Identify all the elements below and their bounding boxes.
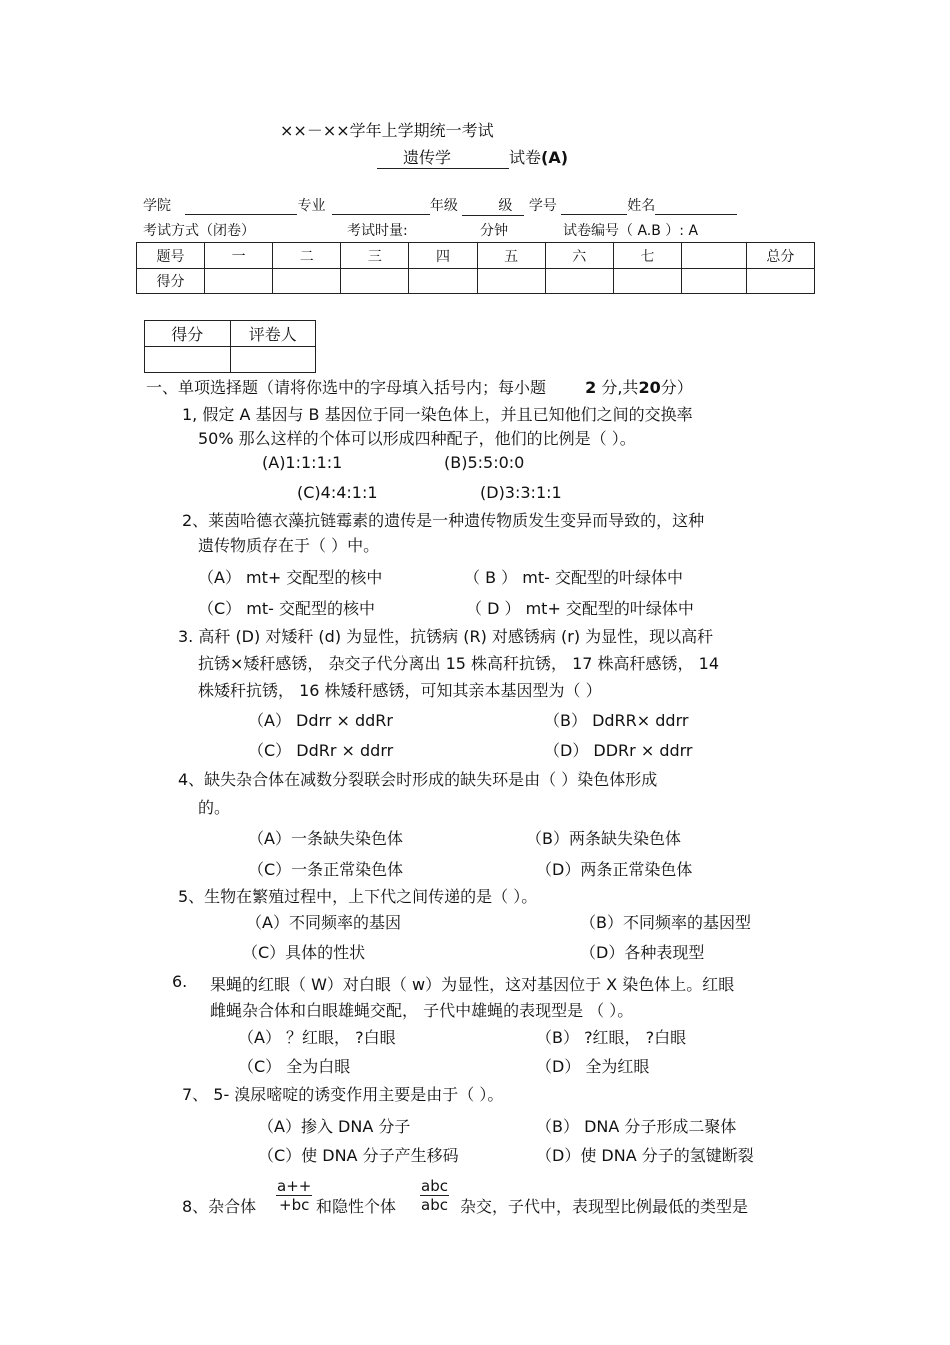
q1-option-d: (D)3:3:1:1 bbox=[480, 483, 562, 502]
score-cell[interactable] bbox=[477, 269, 545, 294]
header-cell: 题号 bbox=[137, 243, 205, 269]
header-cell: 五 bbox=[477, 243, 545, 269]
q3-line2: 抗锈×矮秆感锈， 杂交子代分离出 15 株高秆抗锈， 17 株高秆感锈， 14 bbox=[198, 654, 720, 673]
q5-option-b: （B）不同频率的基因型 bbox=[580, 913, 751, 932]
q4-option-d: （D）两条正常染色体 bbox=[536, 860, 693, 879]
q8-fraction-1-bottom: +bc bbox=[279, 1196, 310, 1214]
section-total: 20 bbox=[638, 378, 661, 397]
student-info-line bbox=[143, 195, 737, 216]
q8-fraction-1-top: a++ bbox=[277, 1177, 312, 1195]
q4-option-a: （A）一条缺失染色体 bbox=[248, 829, 403, 848]
exam-title: ××－××学年上学期统一考试 bbox=[280, 121, 494, 140]
section-title bbox=[146, 375, 693, 398]
exam-version: (A) bbox=[541, 148, 569, 167]
grader-score-label: 得分 bbox=[145, 321, 231, 347]
q6-number: 6. bbox=[172, 972, 188, 991]
q3-option-d: （D） DDRr × ddrr bbox=[544, 741, 693, 760]
student-no-field[interactable] bbox=[561, 198, 627, 215]
score-cell[interactable] bbox=[746, 269, 814, 294]
q8-genotype-fraction-1 bbox=[276, 1178, 312, 1213]
college-field[interactable] bbox=[185, 198, 297, 215]
q8-fraction-2-bottom: abc bbox=[421, 1196, 448, 1214]
score-cell[interactable] bbox=[681, 269, 746, 294]
q6-option-d: （D） 全为红眼 bbox=[536, 1057, 650, 1076]
score-table-score-row bbox=[137, 269, 815, 294]
grader-score-cell[interactable] bbox=[145, 347, 231, 373]
name-label: 姓名 bbox=[627, 198, 656, 214]
major-label: 专业 bbox=[297, 198, 326, 214]
header-cell: 七 bbox=[613, 243, 681, 269]
q8-genotype-fraction-2 bbox=[420, 1178, 449, 1213]
q4-line2: 的。 bbox=[198, 798, 231, 817]
score-cell[interactable] bbox=[341, 269, 409, 294]
q6-option-b: （B） ?红眼， ?白眼 bbox=[536, 1028, 687, 1047]
q5-line1: 5、生物在繁殖过程中，上下代之间传递的是（ ）。 bbox=[178, 887, 538, 906]
score-cell[interactable] bbox=[613, 269, 681, 294]
exam-mode: 考试方式（闭卷） bbox=[143, 223, 255, 239]
q8-prefix: 8、杂合体 bbox=[182, 1197, 257, 1216]
header-cell: 总分 bbox=[746, 243, 814, 269]
q2-line1: 2、莱茵哈德衣藻抗链霉素的遗传是一种遗传物质发生变异而导致的，这种 bbox=[182, 511, 705, 530]
q4-option-b: （B）两条缺失染色体 bbox=[526, 829, 681, 848]
minutes-label: 分钟 bbox=[480, 223, 508, 239]
header-cell: 四 bbox=[409, 243, 477, 269]
grader-label: 评卷人 bbox=[230, 321, 316, 347]
q1-option-c: (C)4:4:1:1 bbox=[297, 483, 378, 502]
q8-suffix: 杂交，子代中，表现型比例最低的类型是 bbox=[460, 1197, 749, 1216]
q1-option-a: (A)1:1:1:1 bbox=[262, 453, 343, 472]
grader-box bbox=[144, 320, 316, 373]
exam-subject-line bbox=[377, 145, 568, 169]
subject-name: 遗传学 bbox=[377, 145, 509, 169]
major-field[interactable] bbox=[332, 198, 430, 215]
score-cell[interactable] bbox=[273, 269, 341, 294]
q6-line1: 果蝇的红眼（ W）对白眼（ w）为显性，这对基因位于 X 染色体上。红眼 bbox=[210, 975, 735, 994]
q3-option-a: （A） Ddrr × ddRr bbox=[248, 711, 393, 730]
score-row-label: 得分 bbox=[137, 269, 205, 294]
exam-suffix: 试卷 bbox=[509, 148, 542, 167]
q6-option-a: （A） ？红眼， ?白眼 bbox=[238, 1028, 396, 1047]
student-no-label: 学号 bbox=[528, 198, 557, 214]
college-label: 学院 bbox=[143, 198, 171, 214]
section-points: 2 bbox=[585, 378, 597, 397]
q2-option-a: （A） mt+ 交配型的核中 bbox=[198, 568, 383, 587]
header-cell: 二 bbox=[273, 243, 341, 269]
score-cell[interactable] bbox=[205, 269, 273, 294]
q2-line2: 遗传物质存在于（ ）中。 bbox=[198, 536, 380, 555]
q2-option-b: （ B ） mt- 交配型的叶绿体中 bbox=[464, 568, 683, 587]
q8-mid: 和隐性个体 bbox=[316, 1197, 397, 1216]
q1-line2: 50% 那么这样的个体可以形成四种配子，他们的比例是（ ）。 bbox=[198, 429, 636, 448]
q5-option-a: （A）不同频率的基因 bbox=[246, 913, 401, 932]
q7-option-c: （C）使 DNA 分子产生移码 bbox=[258, 1146, 459, 1165]
score-table-header-row bbox=[137, 243, 815, 269]
section-title-text: 一、单项选择题（请将你选中的字母填入括号内；每小题 bbox=[146, 378, 547, 397]
q2-option-c: （C） mt- 交配型的核中 bbox=[198, 599, 375, 618]
q6-option-c: （C） 全为白眼 bbox=[238, 1057, 351, 1076]
header-cell bbox=[681, 243, 746, 269]
name-field[interactable] bbox=[655, 198, 737, 215]
header-cell: 一 bbox=[205, 243, 273, 269]
grade-field[interactable] bbox=[462, 195, 524, 216]
score-cell[interactable] bbox=[545, 269, 613, 294]
section-mid: 分,共 bbox=[601, 378, 639, 397]
header-cell: 六 bbox=[545, 243, 613, 269]
q7-option-b: （B） DNA 分子形成二聚体 bbox=[536, 1117, 737, 1136]
q3-line3: 株矮秆抗锈， 16 株矮秆感锈，可知其亲本基因型为（ ） bbox=[198, 681, 602, 700]
exam-time-label: 考试时量: bbox=[347, 223, 408, 239]
paper-no: 试卷编号（ A.B ）: A bbox=[563, 223, 699, 239]
q3-option-c: （C） DdRr × ddrr bbox=[248, 741, 394, 760]
header-cell: 三 bbox=[341, 243, 409, 269]
q8-fraction-2-top: abc bbox=[421, 1177, 448, 1195]
q3-line1: 3. 高秆 (D) 对矮秆 (d) 为显性，抗锈病 (R) 对感锈病 (r) 为显性，现以高秆 bbox=[178, 627, 714, 646]
q5-option-c: （C）具体的性状 bbox=[242, 943, 366, 962]
q4-option-c: （C）一条正常染色体 bbox=[248, 860, 404, 879]
q6-line2: 雌蝇杂合体和白眼雄蝇交配， 子代中雄蝇的表现型是 （ ）。 bbox=[210, 1001, 634, 1020]
q4-line1: 4、缺失杂合体在减数分裂联会时形成的缺失环是由（ ）染色体形成 bbox=[178, 770, 658, 789]
q1-option-b: (B)5:5:0:0 bbox=[444, 453, 525, 472]
grade-label: 年级 bbox=[429, 198, 458, 214]
q7-line1: 7、 5- 溴尿嘧啶的诱变作用主要是由于（ ）。 bbox=[182, 1085, 504, 1104]
q3-option-b: （B） DdRR× ddrr bbox=[544, 711, 689, 730]
section-end: 分） bbox=[660, 378, 693, 397]
q2-option-d: （ D ） mt+ 交配型的叶绿体中 bbox=[466, 599, 694, 618]
q7-option-d: （D）使 DNA 分子的氢键断裂 bbox=[536, 1146, 754, 1165]
score-table bbox=[136, 242, 815, 294]
q5-option-d: （D）各种表现型 bbox=[580, 943, 705, 962]
q7-option-a: （A）掺入 DNA 分子 bbox=[258, 1117, 411, 1136]
grader-name-cell[interactable] bbox=[230, 347, 316, 373]
score-cell[interactable] bbox=[409, 269, 477, 294]
q1-line1: 1, 假定 A 基因与 B 基因位于同一染色体上，并且已知他们之间的交换率 bbox=[182, 405, 693, 424]
grade-unit: 级 bbox=[498, 198, 513, 214]
